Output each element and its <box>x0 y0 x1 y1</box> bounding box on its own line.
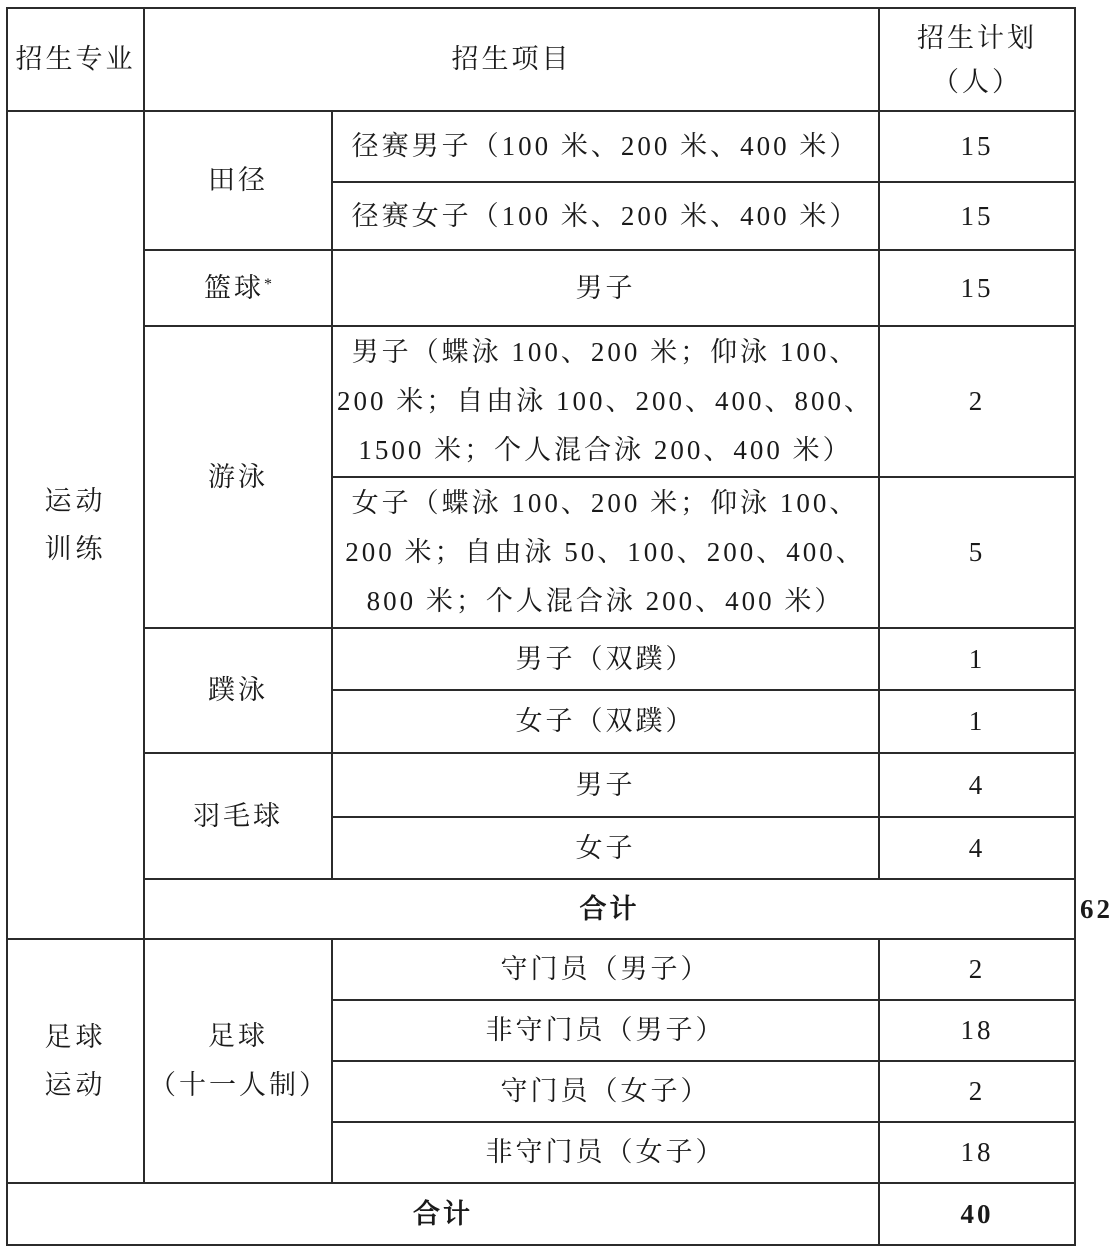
project-cell: 守门员（男子） <box>332 939 879 1000</box>
count-cell: 4 <box>879 817 1075 879</box>
header-row <box>7 8 1075 111</box>
major-cell-sports-training <box>7 111 144 939</box>
project-cell: 非守门员（男子） <box>332 1000 879 1061</box>
sport-cell-basketball <box>144 250 332 326</box>
project-cell: 男子 <box>332 250 879 326</box>
sport-label: 足球 <box>208 1021 268 1051</box>
sport-label: 篮球 <box>204 272 264 303</box>
major-cell-football <box>7 939 144 1183</box>
total-row: 合计 62 <box>7 879 1075 939</box>
count-cell: 2 <box>879 939 1075 1000</box>
total-label: 合计 <box>7 1183 879 1245</box>
project-cell: 非守门员（女子） <box>332 1122 879 1183</box>
count-cell: 2 <box>879 326 1075 477</box>
sport-cell-football <box>144 939 332 1183</box>
project-cell: 径赛男子（100 米、200 米、400 米） <box>332 111 879 182</box>
total-value: 40 <box>879 1183 1075 1245</box>
header-plan-line2: （人） <box>932 66 1022 97</box>
project-cell: 女子 <box>332 817 879 879</box>
count-cell: 15 <box>879 182 1075 250</box>
project-cell: 守门员（女子） <box>332 1061 879 1122</box>
total-label: 合计 <box>144 879 1075 939</box>
project-cell: 男子（双蹼） <box>332 628 879 690</box>
header-plan <box>879 8 1075 111</box>
count-cell: 2 <box>879 1061 1075 1122</box>
project-cell: 男子 <box>332 753 879 817</box>
table-row <box>7 939 1075 1000</box>
major-label-line1: 运动 <box>44 485 107 516</box>
table-row <box>7 753 1075 817</box>
major-label-line2: 训练 <box>44 533 107 564</box>
count-cell: 1 <box>879 690 1075 753</box>
sport-cell-finswimming: 蹼泳 <box>144 628 332 753</box>
sport-cell-badminton: 羽毛球 <box>144 753 332 879</box>
count-cell: 4 <box>879 753 1075 817</box>
asterisk-mark: * <box>264 275 272 293</box>
sport-cell-swimming: 游泳 <box>144 326 332 628</box>
header-major: 招生专业 <box>7 8 144 111</box>
count-cell: 1 <box>879 628 1075 690</box>
count-cell: 15 <box>879 250 1075 326</box>
project-cell: 径赛女子（100 米、200 米、400 米） <box>332 182 879 250</box>
major-label-line1: 足球 <box>44 1021 107 1052</box>
project-cell: 女子（双蹼） <box>332 690 879 753</box>
table-row <box>7 326 1075 477</box>
table-row <box>7 628 1075 690</box>
project-cell: 女子（蝶泳 100、200 米；仰泳 100、200 米；自由泳 50、100、200、400、800 米；个人混合泳 200、400 米） <box>332 477 879 628</box>
sport-label-line2: （十一人制） <box>149 1070 329 1100</box>
table-row <box>7 250 1075 326</box>
sport-cell-athletics: 田径 <box>144 111 332 250</box>
header-project: 招生项目 <box>144 8 879 111</box>
header-plan-line1: 招生计划 <box>917 22 1037 53</box>
enrollment-plan-table <box>6 7 1113 1246</box>
project-cell: 男子（蝶泳 100、200 米；仰泳 100、200 米；自由泳 100、200、400、800、1500 米；个人混合泳 200、400 米） <box>332 326 879 477</box>
count-cell: 5 <box>879 477 1075 628</box>
table-row <box>7 111 1075 182</box>
count-cell: 18 <box>879 1000 1075 1061</box>
total-row <box>7 1183 1075 1245</box>
count-cell: 18 <box>879 1122 1075 1183</box>
major-label-line2: 运动 <box>44 1069 107 1100</box>
count-cell: 15 <box>879 111 1075 182</box>
